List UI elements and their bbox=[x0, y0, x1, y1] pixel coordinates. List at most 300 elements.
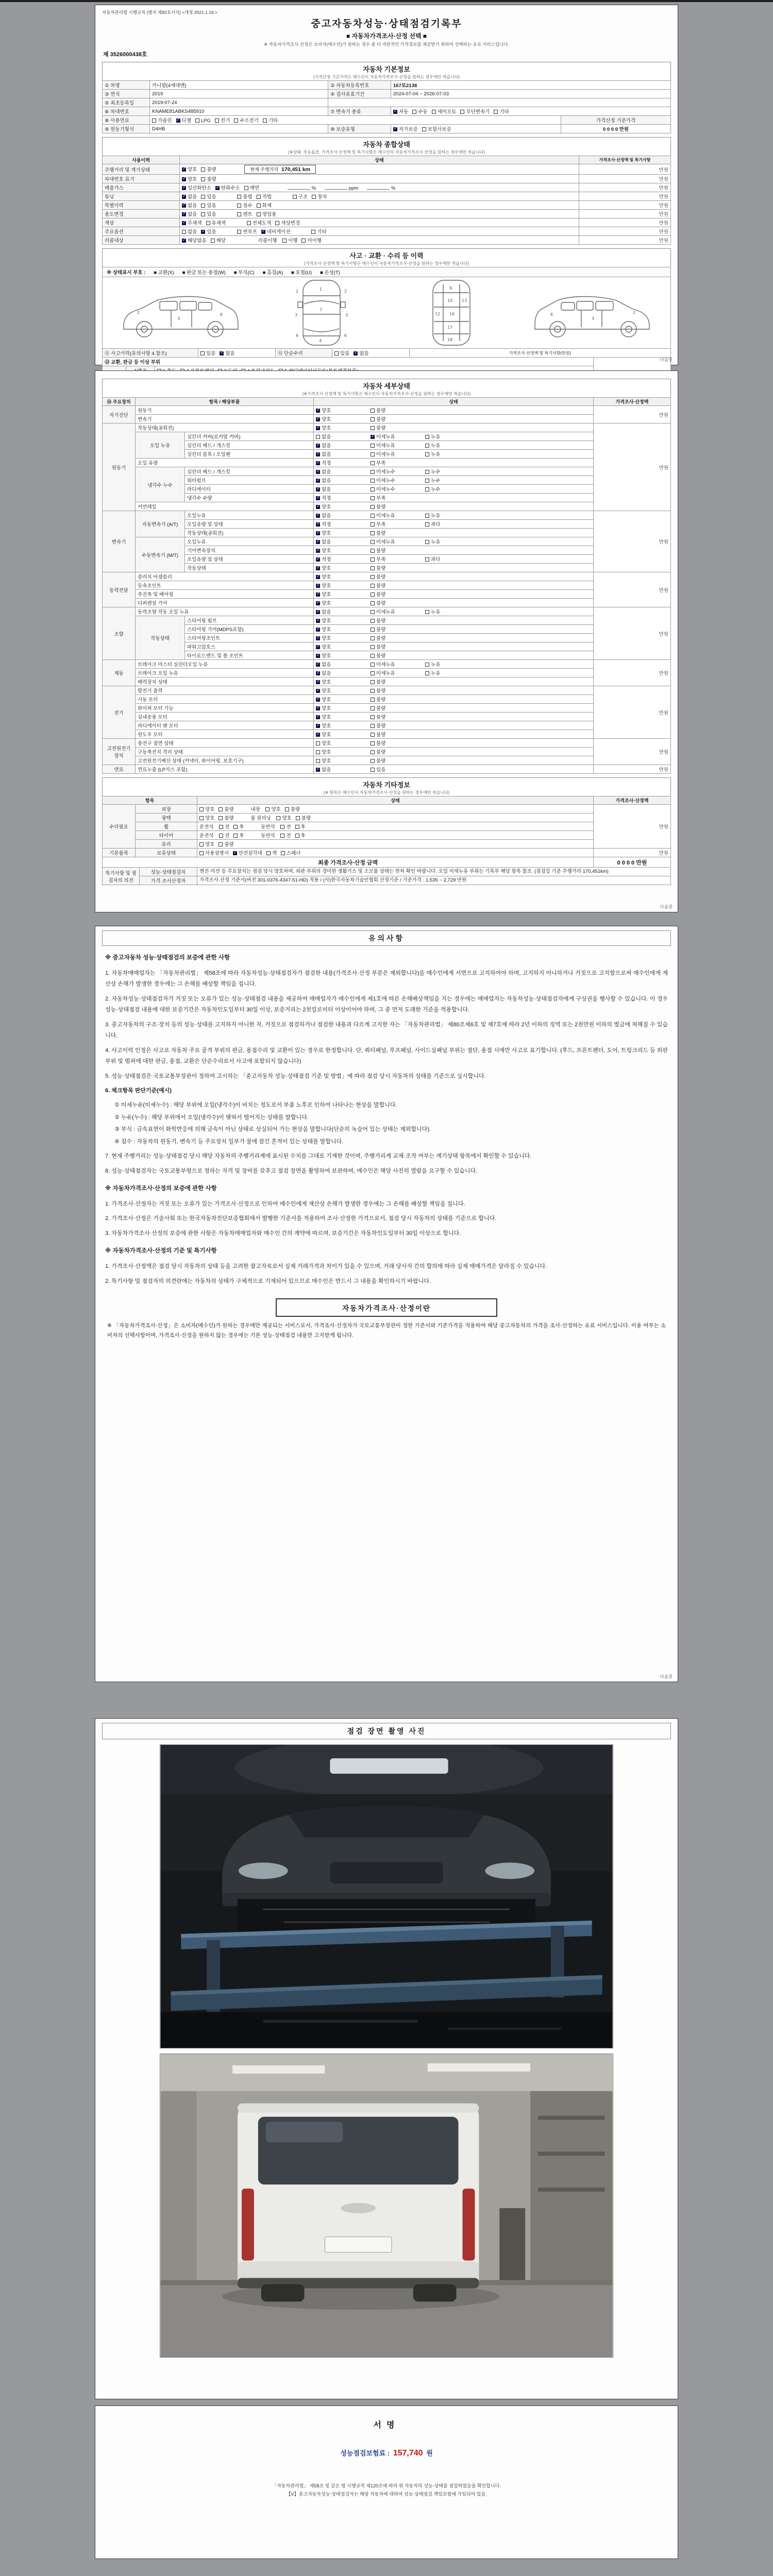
document-subtitle: ■ 자동차가격조사·산정 선택 ■ bbox=[346, 32, 427, 40]
checkbox-unchecked[interactable] bbox=[371, 442, 425, 449]
checkbox-box bbox=[354, 351, 358, 355]
overall-condition-table bbox=[102, 156, 671, 245]
checkbox-unchecked[interactable] bbox=[371, 547, 425, 554]
checkbox-unchecked[interactable] bbox=[371, 477, 425, 484]
checkbox-unchecked[interactable] bbox=[425, 477, 480, 484]
legal-confirmation-line-2: 【Ⅴ】중고자동차성능·상태점검자는 해당 자동차에 대하여 성능·상태점검 책임보험에 가입되어 있음. bbox=[286, 2492, 487, 2497]
price-unit-cell: 만원 bbox=[594, 572, 671, 607]
checkbox-checked[interactable] bbox=[316, 643, 371, 650]
checkbox-checked[interactable] bbox=[261, 228, 291, 235]
checkbox-unchecked[interactable] bbox=[257, 193, 272, 200]
exterior-options bbox=[199, 805, 238, 812]
section-title: 자동차 기본정보 bbox=[363, 65, 410, 73]
checkbox-unchecked[interactable] bbox=[371, 713, 425, 720]
mileage-label: 현재 주행거리 bbox=[250, 167, 279, 172]
checkbox-box bbox=[371, 461, 375, 465]
checkbox-unchecked[interactable] bbox=[206, 219, 226, 226]
checkbox-unchecked[interactable] bbox=[276, 814, 291, 821]
checkbox-unchecked[interactable] bbox=[201, 193, 216, 200]
checkbox-box bbox=[371, 724, 375, 728]
page-1 bbox=[95, 5, 678, 365]
checkbox-box bbox=[425, 444, 429, 448]
checkbox-label: 불량 bbox=[301, 816, 311, 821]
checkbox-box bbox=[182, 204, 186, 208]
checkbox-unchecked[interactable] bbox=[237, 193, 252, 200]
odometer-label: 주행거리 및 계기상태 bbox=[103, 164, 180, 175]
checkbox-box bbox=[316, 435, 320, 439]
checkbox-checked[interactable] bbox=[316, 459, 371, 466]
checkbox-unchecked[interactable] bbox=[282, 236, 297, 244]
checkbox-unchecked[interactable] bbox=[219, 805, 233, 812]
checkbox-unchecked[interactable] bbox=[199, 840, 214, 848]
checkbox-unchecked[interactable] bbox=[334, 349, 349, 357]
checkbox-unchecked[interactable] bbox=[316, 739, 371, 747]
legend-damage: ■ 손상(T) bbox=[320, 270, 340, 276]
device-group-label: 연료 bbox=[103, 765, 136, 774]
checkbox-checked[interactable] bbox=[316, 442, 371, 449]
checkbox-unchecked[interactable] bbox=[371, 582, 425, 589]
checkbox-checked[interactable] bbox=[316, 485, 371, 493]
checkbox-checked[interactable] bbox=[316, 704, 371, 711]
checkbox-checked[interactable] bbox=[316, 608, 371, 615]
checkbox-box bbox=[494, 110, 498, 114]
checkbox-unchecked[interactable] bbox=[371, 766, 425, 773]
checkbox-unchecked[interactable] bbox=[371, 415, 425, 422]
checkbox-unchecked[interactable] bbox=[425, 660, 480, 668]
checkbox-label: LPG bbox=[200, 118, 211, 124]
checkbox-unchecked[interactable] bbox=[247, 219, 272, 226]
checkbox-box bbox=[371, 601, 375, 605]
checkbox-unchecked[interactable] bbox=[371, 669, 425, 676]
checkbox-box bbox=[334, 351, 339, 355]
checkbox-checked[interactable] bbox=[182, 165, 197, 173]
checkbox-unchecked[interactable] bbox=[152, 116, 172, 124]
checkbox-checked[interactable] bbox=[316, 696, 371, 703]
checkbox-checked[interactable] bbox=[316, 660, 371, 668]
status-cell bbox=[314, 564, 594, 572]
checkbox-unchecked[interactable] bbox=[195, 118, 211, 124]
checkbox-checked[interactable] bbox=[316, 450, 371, 457]
checkbox-unchecked[interactable] bbox=[237, 201, 252, 209]
inspection-item-label: 연료누출 (LP가스 포함) bbox=[136, 765, 314, 774]
checkbox-unchecked[interactable] bbox=[425, 468, 480, 475]
checkbox-unchecked[interactable] bbox=[201, 201, 216, 209]
checkbox-unchecked[interactable] bbox=[371, 494, 425, 501]
checkbox-unchecked[interactable] bbox=[425, 608, 480, 615]
checkbox-unchecked[interactable] bbox=[295, 832, 306, 839]
checkbox-unchecked[interactable] bbox=[371, 503, 425, 510]
status-cell bbox=[314, 642, 594, 651]
checkbox-unchecked[interactable] bbox=[257, 210, 277, 217]
checkbox-unchecked[interactable] bbox=[201, 175, 216, 182]
checkbox-unchecked[interactable] bbox=[371, 599, 425, 606]
checkbox-box bbox=[233, 834, 238, 838]
checkbox-unchecked[interactable] bbox=[371, 485, 425, 493]
wheel-label: 휠 bbox=[136, 822, 197, 831]
checkbox-unchecked[interactable] bbox=[371, 757, 425, 764]
checkbox-label: 양호 bbox=[205, 842, 215, 848]
checkbox-checked[interactable] bbox=[316, 529, 371, 536]
car-diagram-right-side bbox=[527, 280, 659, 346]
checkbox-unchecked[interactable] bbox=[316, 757, 371, 764]
checkbox-unchecked[interactable] bbox=[219, 840, 233, 848]
checkbox-label: 후 bbox=[239, 833, 244, 839]
checkbox-unchecked[interactable] bbox=[201, 165, 216, 173]
checkbox-checked[interactable] bbox=[316, 547, 371, 554]
legal-confirmation bbox=[102, 2482, 671, 2498]
checkbox-label: 양호 bbox=[322, 574, 331, 580]
inspection-period-label: ④ 검사유효기간 bbox=[328, 90, 391, 98]
checkbox-box bbox=[182, 195, 186, 199]
tuning-legal-options bbox=[237, 193, 276, 200]
checkbox-unchecked[interactable] bbox=[371, 424, 425, 431]
checkbox-unchecked[interactable] bbox=[371, 450, 425, 457]
checkbox-box bbox=[371, 715, 375, 719]
checkbox-checked[interactable] bbox=[316, 625, 371, 633]
checkbox-checked[interactable] bbox=[316, 512, 371, 519]
checkbox-box bbox=[219, 834, 223, 838]
head-state: 상태 bbox=[314, 398, 594, 406]
checkbox-unchecked[interactable] bbox=[371, 634, 425, 641]
checkbox-unchecked[interactable] bbox=[371, 678, 425, 685]
checkbox-box bbox=[244, 186, 248, 190]
status-cell bbox=[314, 686, 594, 695]
checkbox-checked[interactable] bbox=[316, 494, 371, 501]
checkbox-unchecked[interactable] bbox=[219, 823, 229, 830]
checkbox-checked[interactable] bbox=[393, 125, 418, 132]
checkbox-unchecked[interactable] bbox=[371, 529, 425, 536]
svg-text:2: 2 bbox=[633, 310, 636, 315]
checkbox-box bbox=[281, 851, 285, 855]
checkbox-unchecked[interactable] bbox=[425, 520, 480, 528]
passenger-side-label: 동반석 bbox=[261, 833, 275, 839]
checkbox-checked[interactable] bbox=[316, 406, 371, 414]
checkbox-checked[interactable] bbox=[316, 477, 371, 484]
checkbox-checked[interactable] bbox=[316, 713, 371, 720]
checkbox-label: 없음 bbox=[322, 469, 331, 475]
tire-passenger-options bbox=[280, 832, 309, 839]
checkbox-unchecked[interactable] bbox=[293, 193, 308, 200]
checkbox-box bbox=[247, 221, 251, 225]
checkbox-label: 양호 bbox=[322, 645, 331, 650]
checkbox-label: 양호 bbox=[188, 177, 197, 182]
checkbox-unchecked[interactable] bbox=[371, 722, 425, 729]
checkbox-unchecked[interactable] bbox=[275, 219, 300, 226]
checkbox-label: 누수 bbox=[431, 469, 441, 475]
status-cell bbox=[314, 459, 594, 467]
checkbox-box bbox=[257, 212, 261, 216]
checkbox-label: 불량 bbox=[376, 645, 386, 650]
checkbox-checked[interactable] bbox=[316, 424, 371, 431]
checkbox-label: 과다 bbox=[431, 522, 441, 528]
checkbox-unchecked[interactable] bbox=[215, 116, 230, 124]
checkbox-unchecked[interactable] bbox=[371, 625, 425, 633]
checkbox-unchecked[interactable] bbox=[425, 442, 480, 449]
detail-row bbox=[103, 494, 671, 502]
inspection-item-label: 스티어링 기어(MDPS포함) bbox=[185, 625, 314, 634]
checkbox-label: 자가보증 bbox=[399, 127, 418, 132]
checkbox-checked[interactable] bbox=[316, 564, 371, 571]
checkbox-checked[interactable] bbox=[316, 766, 371, 773]
checkbox-box bbox=[199, 816, 204, 820]
checkbox-label: 양호 bbox=[322, 715, 331, 720]
base-price-value: 0 0 0 0 만원 bbox=[561, 125, 671, 133]
checkbox-label: 양호 bbox=[322, 504, 331, 510]
checkbox-unchecked[interactable] bbox=[412, 108, 427, 115]
checkbox-box bbox=[371, 733, 375, 737]
checkbox-unchecked[interactable] bbox=[263, 116, 278, 124]
emission-unit-2: ppm bbox=[348, 185, 359, 191]
status-cell bbox=[314, 432, 594, 441]
checkbox-checked[interactable] bbox=[201, 228, 216, 235]
checkbox-unchecked[interactable] bbox=[371, 687, 425, 694]
checkbox-box bbox=[282, 239, 287, 243]
checkbox-unchecked[interactable] bbox=[257, 201, 272, 209]
checkbox-unchecked[interactable] bbox=[371, 739, 425, 747]
checkbox-unchecked[interactable] bbox=[316, 748, 371, 755]
checkbox-checked[interactable] bbox=[316, 520, 371, 528]
checkbox-unchecked[interactable] bbox=[371, 696, 425, 703]
checkbox-checked[interactable] bbox=[354, 349, 368, 357]
checkbox-label: 침수 bbox=[243, 203, 253, 209]
checkbox-checked[interactable] bbox=[182, 219, 202, 226]
accident-history-row bbox=[102, 348, 671, 358]
checkbox-label: 없음 bbox=[322, 487, 331, 493]
checkbox-box bbox=[201, 212, 205, 216]
checkbox-unchecked[interactable] bbox=[371, 590, 425, 598]
checkbox-unchecked[interactable] bbox=[371, 608, 425, 615]
checkbox-label: 부족 bbox=[376, 557, 386, 563]
checkbox-unchecked[interactable] bbox=[233, 832, 244, 839]
wheel-passenger-options bbox=[280, 823, 309, 830]
checkbox-unchecked[interactable] bbox=[281, 849, 301, 856]
emission-blank-smoke bbox=[367, 184, 390, 190]
checkbox-unchecked[interactable] bbox=[432, 108, 457, 115]
checkbox-unchecked[interactable] bbox=[422, 125, 451, 132]
checkbox-unchecked[interactable] bbox=[371, 660, 425, 668]
status-cell bbox=[314, 721, 594, 730]
special-history-kind bbox=[237, 201, 276, 209]
year-label: ③ 연식 bbox=[103, 90, 150, 98]
inspection-item-label: 커먼레일 bbox=[136, 502, 314, 511]
checkbox-label: 스패너 bbox=[286, 851, 301, 856]
checkbox-unchecked[interactable] bbox=[494, 108, 509, 115]
checkbox-unchecked[interactable] bbox=[201, 210, 216, 217]
checkbox-unchecked[interactable] bbox=[219, 814, 233, 821]
checkbox-unchecked[interactable] bbox=[371, 617, 425, 624]
repair-need-label: 수리필요 bbox=[103, 805, 136, 849]
checkbox-unchecked[interactable] bbox=[200, 349, 215, 357]
checkbox-checked[interactable] bbox=[316, 582, 371, 589]
checkbox-unchecked[interactable] bbox=[371, 406, 425, 414]
checkbox-unchecked[interactable] bbox=[425, 555, 480, 563]
checkbox-unchecked[interactable] bbox=[425, 669, 480, 676]
checkbox-box bbox=[393, 127, 397, 131]
checkbox-unchecked[interactable] bbox=[295, 823, 306, 830]
checkbox-unchecked[interactable] bbox=[371, 731, 425, 738]
tire-state bbox=[197, 831, 594, 840]
inspection-item-label: 작동상태(공회전) bbox=[136, 423, 314, 432]
checkbox-checked[interactable] bbox=[316, 669, 371, 676]
checkbox-unchecked[interactable] bbox=[244, 184, 259, 191]
checkbox-box bbox=[201, 204, 205, 208]
checkbox-checked[interactable] bbox=[316, 415, 371, 422]
checkbox-label: 전 bbox=[225, 824, 230, 830]
checkbox-box bbox=[425, 663, 429, 667]
checkbox-checked[interactable] bbox=[316, 722, 371, 729]
checkbox-unchecked[interactable] bbox=[199, 805, 214, 812]
emission-state bbox=[180, 183, 579, 192]
checkbox-checked[interactable] bbox=[316, 731, 371, 738]
emission-blank-co bbox=[288, 184, 310, 190]
inspection-item-label: 기어변속장치 bbox=[185, 546, 314, 555]
checkbox-checked[interactable] bbox=[233, 849, 262, 856]
checkbox-unchecked[interactable] bbox=[312, 193, 327, 200]
checkbox-label: 미세누유 bbox=[376, 671, 395, 676]
detail-row bbox=[103, 467, 671, 476]
checkbox-label: 일산화탄소 bbox=[188, 185, 211, 191]
checkbox-unchecked[interactable] bbox=[311, 228, 326, 235]
checkbox-unchecked[interactable] bbox=[285, 805, 300, 812]
checkbox-unchecked[interactable] bbox=[371, 704, 425, 711]
price-unit-cell: 만원 bbox=[579, 218, 671, 227]
checkbox-checked[interactable] bbox=[316, 555, 371, 563]
checkbox-checked[interactable] bbox=[316, 590, 371, 598]
checkbox-unchecked[interactable] bbox=[371, 643, 425, 650]
checkbox-box bbox=[316, 628, 320, 632]
checkbox-box bbox=[200, 351, 205, 355]
checkbox-checked[interactable] bbox=[316, 503, 371, 510]
simple-repair-options bbox=[332, 349, 410, 358]
checkbox-checked[interactable] bbox=[316, 599, 371, 606]
checkbox-unchecked[interactable] bbox=[460, 108, 490, 115]
checkbox-checked[interactable] bbox=[316, 652, 371, 659]
checkbox-checked[interactable] bbox=[316, 573, 371, 580]
checkbox-box bbox=[425, 452, 429, 456]
checkbox-checked[interactable] bbox=[215, 184, 240, 191]
legend-dent: ■ 요철(U) bbox=[291, 270, 312, 276]
section-note: (※ 항목은 매수인이 자동차가격조사·산정을 원하는 경우에만 적습니다) bbox=[323, 790, 450, 795]
checkbox-checked[interactable] bbox=[316, 617, 371, 624]
head-state: 상태 bbox=[197, 796, 594, 805]
checkbox-box bbox=[316, 531, 320, 535]
checkbox-label: 적법 bbox=[262, 194, 272, 200]
detail-row bbox=[103, 590, 671, 599]
checkbox-label: 불량 bbox=[376, 688, 386, 694]
checkbox-unchecked[interactable] bbox=[301, 236, 322, 244]
checkbox-checked[interactable] bbox=[393, 108, 408, 115]
inspection-item-label: 브레이크 마스터 실린더오일 누유 bbox=[136, 660, 314, 669]
recall-label: 리콜대상 bbox=[103, 236, 180, 245]
checkbox-checked[interactable] bbox=[220, 349, 234, 357]
checkbox-unchecked[interactable] bbox=[182, 228, 197, 235]
checkbox-unchecked[interactable] bbox=[316, 433, 371, 440]
first-reg-value: 2019-07-24 bbox=[150, 98, 328, 107]
price-unit-cell: 만원 bbox=[594, 849, 671, 857]
checkbox-unchecked[interactable] bbox=[425, 450, 480, 457]
checkbox-box bbox=[182, 230, 186, 234]
signature-title: 서명 bbox=[373, 2421, 400, 2430]
checkbox-checked[interactable] bbox=[182, 184, 211, 191]
section-basic-header bbox=[102, 62, 671, 81]
checkbox-box bbox=[425, 487, 429, 492]
checkbox-checked[interactable] bbox=[182, 201, 197, 209]
checkbox-unchecked[interactable] bbox=[265, 805, 280, 812]
checkbox-label: 전 bbox=[225, 833, 230, 839]
checkbox-unchecked[interactable] bbox=[371, 459, 425, 466]
checkbox-unchecked[interactable] bbox=[371, 652, 425, 659]
checkbox-label: 안전삼각대 bbox=[238, 851, 262, 856]
checkbox-unchecked[interactable] bbox=[234, 116, 259, 124]
color-label: 색상 bbox=[103, 218, 180, 227]
checkbox-unchecked[interactable] bbox=[425, 538, 480, 545]
checkbox-checked[interactable] bbox=[316, 678, 371, 685]
checkbox-checked[interactable] bbox=[176, 116, 191, 124]
checkbox-unchecked[interactable] bbox=[371, 573, 425, 580]
checkbox-unchecked[interactable] bbox=[219, 832, 229, 839]
inspection-item-label: 파워고압호스 bbox=[185, 642, 314, 651]
checkbox-unchecked[interactable] bbox=[266, 849, 277, 856]
main-option-state bbox=[180, 227, 579, 236]
checkbox-unchecked[interactable] bbox=[211, 236, 226, 244]
checkbox-checked[interactable] bbox=[182, 236, 207, 244]
form-reference: 자동차관리법 시행규칙 [별지 제82호서식] <개정 2021.1.19.> bbox=[102, 10, 217, 15]
checkbox-unchecked[interactable] bbox=[371, 520, 425, 528]
checkbox-checked[interactable] bbox=[316, 634, 371, 641]
checkbox-label: 양호 bbox=[322, 618, 331, 624]
checkbox-unchecked[interactable] bbox=[280, 823, 291, 830]
checkbox-unchecked[interactable] bbox=[296, 814, 311, 821]
basic-items-label: 기본품목 bbox=[103, 849, 136, 857]
detail-row bbox=[103, 581, 671, 590]
checkbox-checked[interactable] bbox=[182, 193, 197, 200]
checkbox-unchecked[interactable] bbox=[237, 228, 257, 235]
checkbox-unchecked[interactable] bbox=[371, 538, 425, 545]
checkbox-unchecked[interactable] bbox=[371, 564, 425, 571]
engine-type-label: ⑨ 원동기형식 bbox=[103, 125, 150, 133]
checkbox-unchecked[interactable] bbox=[425, 512, 480, 519]
checkbox-unchecked[interactable] bbox=[237, 210, 252, 217]
checkbox-label: 없음 bbox=[322, 671, 331, 676]
detail-row bbox=[103, 459, 671, 467]
status-cell bbox=[314, 494, 594, 502]
notice-item: 1. 자동차매매업자는 「자동차관리법」 제58조에 따라 자동차성능·상태점검자가 점검한 내용(가격조사·산정 부분은 제외합니다)을 매수인에게 서면으로 고지하여야 하며, 고지하지 아니하거나 거짓으로 고지함으로써 매수인에게 재산상 손해가 발생한 경우에는 그 손해를 배상할 책임을 집니다. bbox=[105, 970, 668, 988]
checkbox-checked[interactable] bbox=[316, 468, 371, 475]
checkbox-label: 양호 bbox=[322, 750, 331, 755]
checkbox-unchecked[interactable] bbox=[199, 814, 214, 821]
checkbox-label: 양호 bbox=[322, 741, 331, 747]
checkbox-checked[interactable] bbox=[182, 175, 197, 182]
checkbox-label: 없음 bbox=[322, 443, 331, 449]
checkbox-unchecked[interactable] bbox=[425, 485, 480, 493]
car-diagram-left-side bbox=[114, 280, 246, 346]
inspection-item-label: 냉각수 수량 bbox=[185, 494, 314, 502]
checkbox-unchecked[interactable] bbox=[425, 433, 480, 440]
checkbox-unchecked[interactable] bbox=[280, 832, 291, 839]
checkbox-unchecked[interactable] bbox=[371, 468, 425, 475]
checkbox-unchecked[interactable] bbox=[371, 555, 425, 563]
inspection-item-label: 실린더 커버(로커암 커버) bbox=[185, 432, 314, 441]
checkbox-unchecked[interactable] bbox=[371, 748, 425, 755]
checkbox-checked[interactable] bbox=[371, 433, 425, 440]
checkbox-checked[interactable] bbox=[316, 687, 371, 694]
checkbox-unchecked[interactable] bbox=[233, 823, 244, 830]
checkbox-checked[interactable] bbox=[316, 538, 371, 545]
checkbox-checked[interactable] bbox=[182, 210, 197, 217]
checkbox-unchecked[interactable] bbox=[199, 849, 229, 856]
inspection-item-label: 추진축 및 베어링 bbox=[136, 590, 314, 599]
checkbox-unchecked[interactable] bbox=[371, 512, 425, 519]
